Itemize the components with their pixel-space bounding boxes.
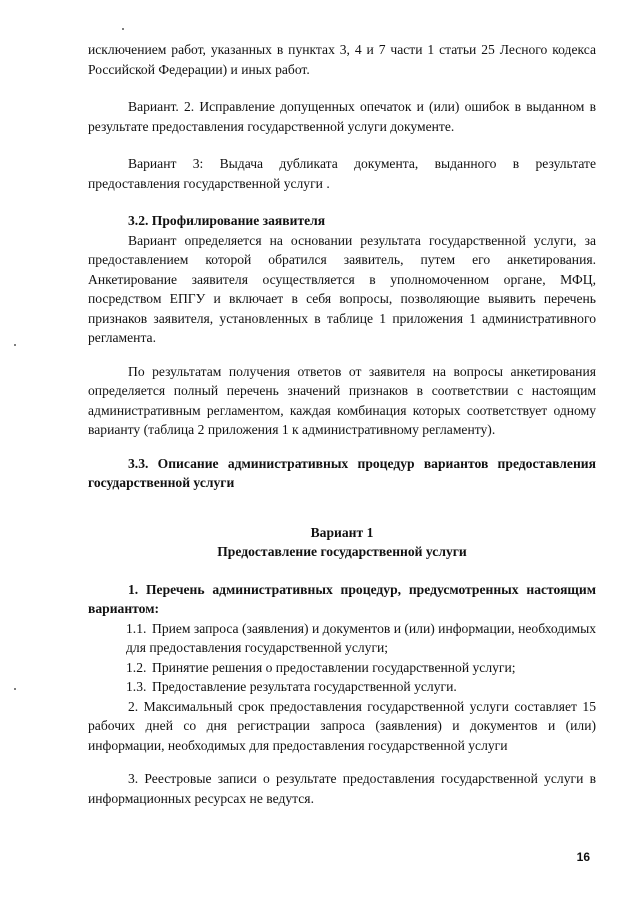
list-item: [88, 658, 596, 678]
variant-title: Вариант 1: [310, 524, 374, 540]
procedures-list-heading: 1. Перечень административных процедур, предусмотренных настоящим вариантом:: [88, 581, 596, 616]
list-item-text: Прием запроса (заявления) и документов и (или) информации, необходимых для предоставления государственной услуги;: [126, 620, 596, 655]
list-item-number: 1.3.: [126, 679, 147, 694]
scan-speck: [14, 688, 16, 690]
paragraph-variant-2: Вариант. 2. Исправление допущенных опечаток и (или) ошибок в выданном в результате предоставления государственной услуги документе.: [88, 99, 596, 134]
list-item-number: 1.1.: [126, 620, 147, 636]
paragraph-variant-3: Вариант 3: Выдача дубликата документа, выданного в результате предоставления государственной услуги .: [88, 156, 596, 191]
variant-subtitle: Предоставление государственной услуги: [217, 544, 467, 559]
paragraph-registry-records: 3. Реестровые записи о результате предоставления государственной услуги в информационных ресурсах не ведутся.: [88, 771, 596, 806]
paragraph-max-term: 2. Максимальный срок предоставления государственной услуги составляет 15 рабочих дней со дня регистрации запроса (заявления) и документов и (или) информации, необходимых для предоставления государственной услуги: [88, 698, 596, 753]
scan-speck: [14, 344, 16, 346]
list-item-number: 1.2.: [126, 659, 147, 675]
paragraph-profiling: Вариант определяется на основании результата государственной услуги, за предоставлением которой обратился заявитель, путем его анкетирования. Анкетирование заявителя осуществляется в уполномоченном органе, МФЦ, посредством ЕПГУ и включает в себя вопросы, позволяющие выявить перечень признаков заявителя, установленных в таблице 1 приложения 1 административного регламента.: [88, 232, 596, 345]
scan-speck: [122, 28, 124, 30]
section-heading-3-2: 3.2. Профилирование заявителя: [128, 213, 326, 228]
list-item: [88, 619, 596, 658]
section-heading-3-3: 3.3. Описание административных процедур вариантов предоставления государственной услуги: [88, 455, 596, 490]
paragraph-survey-results: По результатам получения ответов от заявителя на вопросы анкетирования определяется полный перечень значений признаков в соответствии с настоящим административным регламентом, каждая комбинация которых соответствует одному варианту (таблица 2 приложения 1 к административному регламенту).: [88, 363, 596, 437]
list-item-text: Предоставление результата государственной услуги.: [152, 679, 457, 694]
paragraph-continuation: исключением работ, указанных в пунктах 3, 4 и 7 части 1 статьи 25 Лесного кодекса Российской Федерации) и иных работ.: [88, 42, 596, 77]
list-item-text: Принятие решения о предоставлении государственной услуги;: [152, 659, 516, 675]
page-number: 16: [576, 850, 590, 864]
list-item: [88, 677, 596, 697]
